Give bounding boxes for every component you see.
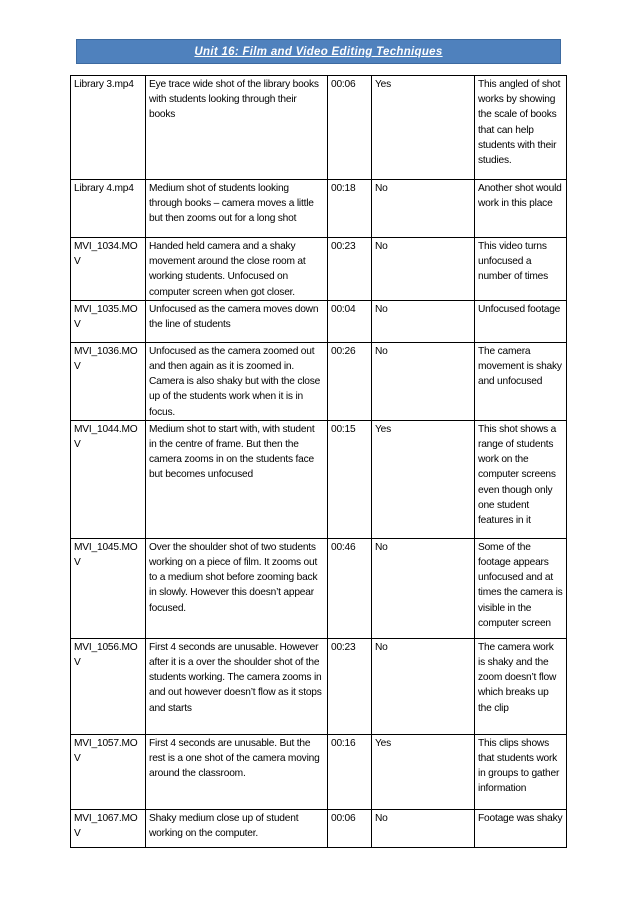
- duration-cell: 00:23: [328, 238, 372, 301]
- file-name-cell: MVI_1035.MOV: [71, 300, 146, 342]
- duration-cell: 00:06: [328, 76, 372, 180]
- description-cell: First 4 seconds are unusable. But the rest is a one shot of the camera moving around the classroom.: [146, 734, 328, 809]
- duration-cell: 00:04: [328, 300, 372, 342]
- table-row: [71, 300, 567, 342]
- description-cell: Unfocused as the camera moves down the line of students: [146, 300, 328, 342]
- duration-cell: 00:23: [328, 638, 372, 734]
- usable-cell: No: [372, 538, 475, 638]
- file-name-cell: MVI_1034.MOV: [71, 238, 146, 301]
- table-row: [71, 538, 567, 638]
- usable-cell: Yes: [372, 76, 475, 180]
- usable-cell: Yes: [372, 734, 475, 809]
- notes-cell: Another shot would work in this place: [475, 180, 567, 238]
- file-name-cell: Library 4.mp4: [71, 180, 146, 238]
- notes-cell: Some of the footage appears unfocused and at times the camera is visible in the computer screen: [475, 538, 567, 638]
- table-row: [71, 420, 567, 538]
- usable-cell: Yes: [372, 420, 475, 538]
- file-name-cell: MVI_1056.MOV: [71, 638, 146, 734]
- table-row: [71, 180, 567, 238]
- usable-cell: No: [372, 809, 475, 847]
- notes-cell: This video turns unfocused a number of times: [475, 238, 567, 301]
- notes-cell: The camera movement is shaky and unfocused: [475, 342, 567, 420]
- description-cell: First 4 seconds are unusable. However after it is a over the shoulder shot of the students working. The camera zooms in and out however doesn’t flow as it stops and starts: [146, 638, 328, 734]
- table-row: [71, 809, 567, 847]
- table-row: [71, 238, 567, 301]
- document-title: Unit 16: Film and Video Editing Techniques: [194, 45, 443, 58]
- duration-cell: 00:46: [328, 538, 372, 638]
- notes-cell: Unfocused footage: [475, 300, 567, 342]
- table-row: [71, 342, 567, 420]
- usable-cell: No: [372, 342, 475, 420]
- usable-cell: No: [372, 638, 475, 734]
- file-name-cell: MVI_1067.MOV: [71, 809, 146, 847]
- description-cell: Medium shot to start with, with student in the centre of frame. But then the camera zooms in on the students face but becomes unfocused: [146, 420, 328, 538]
- file-name-cell: MVI_1044.MOV: [71, 420, 146, 538]
- description-cell: Handed held camera and a shaky movement around the close room at working students. Unfocused on computer screen when got closer.: [146, 238, 328, 301]
- description-cell: Medium shot of students looking through books – camera moves a little but then zooms out for a long shot: [146, 180, 328, 238]
- file-name-cell: Library 3.mp4: [71, 76, 146, 180]
- description-cell: Over the shoulder shot of two students working on a piece of film. It zooms out to a medium shot before zooming back in slowly. However this doesn’t appear focused.: [146, 538, 328, 638]
- description-cell: Eye trace wide shot of the library books with students looking through their books: [146, 76, 328, 180]
- duration-cell: 00:15: [328, 420, 372, 538]
- description-cell: Shaky medium close up of student working on the computer.: [146, 809, 328, 847]
- file-name-cell: MVI_1045.MOV: [71, 538, 146, 638]
- notes-cell: The camera work is shaky and the zoom doesn’t flow which breaks up the clip: [475, 638, 567, 734]
- notes-cell: This shot shows a range of students work on the computer screens even though only one student features in it: [475, 420, 567, 538]
- description-cell: Unfocused as the camera zoomed out and then again as it is zoomed in. Camera is also shaky but with the close up of the students work when it is in focus.: [146, 342, 328, 420]
- notes-cell: Footage was shaky: [475, 809, 567, 847]
- file-name-cell: MVI_1057.MOV: [71, 734, 146, 809]
- file-name-cell: MVI_1036.MOV: [71, 342, 146, 420]
- document-header-band: [76, 39, 561, 64]
- usable-cell: No: [372, 300, 475, 342]
- notes-cell: This clips shows that students work in groups to gather information: [475, 734, 567, 809]
- notes-cell: This angled of shot works by showing the scale of books that can help students with their studies.: [475, 76, 567, 180]
- duration-cell: 00:16: [328, 734, 372, 809]
- table-row: [71, 638, 567, 734]
- usable-cell: No: [372, 180, 475, 238]
- footage-log-table: [70, 75, 567, 848]
- duration-cell: 00:18: [328, 180, 372, 238]
- table-row: [71, 76, 567, 180]
- duration-cell: 00:06: [328, 809, 372, 847]
- usable-cell: No: [372, 238, 475, 301]
- duration-cell: 00:26: [328, 342, 372, 420]
- table-row: [71, 734, 567, 809]
